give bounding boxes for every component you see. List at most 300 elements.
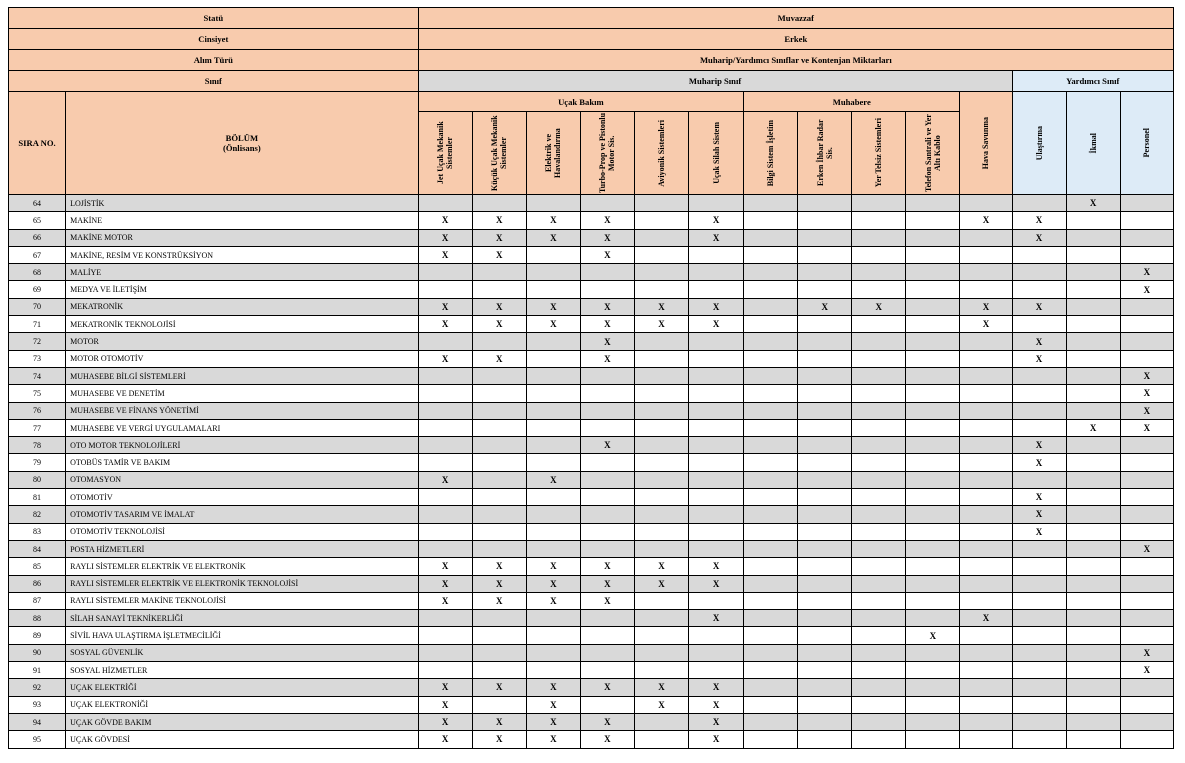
- empty-cell: [798, 731, 852, 748]
- quota-table: [8, 7, 1174, 749]
- table-row: [9, 471, 1174, 488]
- empty-cell: [906, 713, 960, 730]
- empty-cell: [1120, 350, 1173, 367]
- empty-cell: [906, 592, 960, 609]
- empty-cell: [1066, 592, 1120, 609]
- quota-mark: X: [689, 212, 744, 229]
- table-row: [9, 610, 1174, 627]
- statu-value: Muvazzaf: [418, 8, 1173, 29]
- empty-cell: [418, 264, 472, 281]
- empty-cell: [1120, 575, 1173, 592]
- empty-cell: [798, 385, 852, 402]
- empty-cell: [526, 540, 580, 557]
- empty-cell: [472, 385, 526, 402]
- empty-cell: [526, 350, 580, 367]
- empty-cell: [472, 402, 526, 419]
- row-number: 71: [9, 316, 66, 333]
- empty-cell: [906, 696, 960, 713]
- empty-cell: [418, 367, 472, 384]
- empty-cell: [526, 264, 580, 281]
- quota-mark: X: [472, 212, 526, 229]
- department-name: MUHASEBE VE DENETİM: [66, 385, 419, 402]
- empty-cell: [1120, 298, 1173, 315]
- row-number: 79: [9, 454, 66, 471]
- empty-cell: [744, 679, 798, 696]
- empty-cell: [798, 437, 852, 454]
- empty-cell: [744, 385, 798, 402]
- header-row-groups: [9, 92, 1174, 112]
- empty-cell: [798, 679, 852, 696]
- empty-cell: [744, 437, 798, 454]
- empty-cell: [1012, 731, 1066, 748]
- row-number: 77: [9, 419, 66, 436]
- row-number: 92: [9, 679, 66, 696]
- quota-mark: X: [689, 229, 744, 246]
- quota-mark: X: [472, 592, 526, 609]
- empty-cell: [472, 437, 526, 454]
- empty-cell: [526, 385, 580, 402]
- empty-cell: [526, 662, 580, 679]
- header-row-alim: [9, 50, 1174, 71]
- quota-mark: X: [580, 713, 634, 730]
- empty-cell: [418, 523, 472, 540]
- empty-cell: [798, 212, 852, 229]
- department-name: OTOMOTİV TEKNOLOJİSİ: [66, 523, 419, 540]
- row-number: 95: [9, 731, 66, 748]
- department-name: MUHASEBE BİLGİ SİSTEMLERİ: [66, 367, 419, 384]
- empty-cell: [960, 402, 1012, 419]
- empty-cell: [906, 367, 960, 384]
- empty-cell: [960, 333, 1012, 350]
- empty-cell: [1012, 264, 1066, 281]
- empty-cell: [689, 454, 744, 471]
- col-header-11: Ulaştırma: [1012, 92, 1066, 195]
- empty-cell: [418, 195, 472, 212]
- empty-cell: [689, 644, 744, 661]
- empty-cell: [1066, 264, 1120, 281]
- table-row: [9, 662, 1174, 679]
- empty-cell: [580, 264, 634, 281]
- empty-cell: [852, 558, 906, 575]
- empty-cell: [798, 592, 852, 609]
- row-number: 85: [9, 558, 66, 575]
- empty-cell: [634, 713, 688, 730]
- quota-mark: X: [689, 731, 744, 748]
- empty-cell: [906, 246, 960, 263]
- empty-cell: [634, 229, 688, 246]
- empty-cell: [744, 298, 798, 315]
- department-name: MEKATRONİK TEKNOLOJİSİ: [66, 316, 419, 333]
- empty-cell: [744, 419, 798, 436]
- empty-cell: [580, 506, 634, 523]
- empty-cell: [960, 437, 1012, 454]
- quota-mark: X: [526, 558, 580, 575]
- empty-cell: [744, 350, 798, 367]
- empty-cell: [798, 713, 852, 730]
- empty-cell: [1066, 367, 1120, 384]
- quota-mark: X: [472, 316, 526, 333]
- quota-mark: X: [418, 713, 472, 730]
- table-row: [9, 385, 1174, 402]
- empty-cell: [906, 212, 960, 229]
- empty-cell: [472, 489, 526, 506]
- empty-cell: [960, 627, 1012, 644]
- department-name: MEKATRONİK: [66, 298, 419, 315]
- empty-cell: [1120, 471, 1173, 488]
- empty-cell: [744, 506, 798, 523]
- empty-cell: [418, 540, 472, 557]
- quota-mark: X: [418, 246, 472, 263]
- quota-mark: X: [689, 316, 744, 333]
- col-header-0: Jet Uçak Mekanik Sistemler: [418, 112, 472, 195]
- empty-cell: [906, 316, 960, 333]
- department-name: RAYLI SİSTEMLER ELEKTRİK VE ELEKTRONİK: [66, 558, 419, 575]
- empty-cell: [526, 644, 580, 661]
- table-row: [9, 367, 1174, 384]
- empty-cell: [960, 523, 1012, 540]
- empty-cell: [689, 540, 744, 557]
- quota-mark: X: [689, 575, 744, 592]
- empty-cell: [1012, 662, 1066, 679]
- empty-cell: [1120, 229, 1173, 246]
- quota-mark: X: [526, 713, 580, 730]
- empty-cell: [472, 540, 526, 557]
- empty-cell: [418, 402, 472, 419]
- empty-cell: [689, 333, 744, 350]
- empty-cell: [960, 367, 1012, 384]
- empty-cell: [1120, 506, 1173, 523]
- quota-mark: X: [1120, 540, 1173, 557]
- empty-cell: [1120, 489, 1173, 506]
- empty-cell: [580, 195, 634, 212]
- empty-cell: [744, 540, 798, 557]
- ucak-bakim-label: Uçak Bakım: [418, 92, 743, 112]
- col-header-4: Aviyonik Sistemleri: [634, 112, 688, 195]
- empty-cell: [798, 246, 852, 263]
- col-header-12: İkmal: [1066, 92, 1120, 195]
- empty-cell: [1120, 333, 1173, 350]
- col-header-10: Hava Savunma: [960, 92, 1012, 195]
- department-name: MAKİNE: [66, 212, 419, 229]
- empty-cell: [798, 627, 852, 644]
- quota-mark: X: [1120, 662, 1173, 679]
- empty-cell: [744, 523, 798, 540]
- empty-cell: [906, 385, 960, 402]
- department-name: RAYLI SİSTEMLER ELEKTRİK VE ELEKTRONİK TEKNOLOJİSİ: [66, 575, 419, 592]
- empty-cell: [852, 367, 906, 384]
- quota-mark: X: [526, 316, 580, 333]
- empty-cell: [960, 471, 1012, 488]
- quota-mark: X: [580, 558, 634, 575]
- empty-cell: [1120, 246, 1173, 263]
- quota-mark: X: [580, 229, 634, 246]
- empty-cell: [418, 662, 472, 679]
- empty-cell: [580, 523, 634, 540]
- department-name: MAKİNE MOTOR: [66, 229, 419, 246]
- empty-cell: [906, 350, 960, 367]
- quota-mark: X: [1012, 298, 1066, 315]
- empty-cell: [472, 696, 526, 713]
- empty-cell: [418, 437, 472, 454]
- empty-cell: [1066, 731, 1120, 748]
- quota-mark: X: [960, 316, 1012, 333]
- empty-cell: [852, 662, 906, 679]
- quota-mark: X: [1120, 264, 1173, 281]
- col-header-8: Yer Telsiz Sistemleri: [852, 112, 906, 195]
- empty-cell: [798, 662, 852, 679]
- department-name: SİLAH SANAYİ TEKNİKERLİĞİ: [66, 610, 419, 627]
- quota-mark: X: [580, 333, 634, 350]
- empty-cell: [906, 195, 960, 212]
- empty-cell: [1066, 316, 1120, 333]
- quota-mark: X: [852, 298, 906, 315]
- empty-cell: [906, 540, 960, 557]
- empty-cell: [852, 212, 906, 229]
- empty-cell: [526, 454, 580, 471]
- department-name: MALİYE: [66, 264, 419, 281]
- quota-mark: X: [1012, 489, 1066, 506]
- sinif-label: Sınıf: [9, 71, 419, 92]
- quota-mark: X: [1012, 506, 1066, 523]
- row-number: 84: [9, 540, 66, 557]
- empty-cell: [634, 610, 688, 627]
- empty-cell: [798, 264, 852, 281]
- empty-cell: [906, 610, 960, 627]
- quota-mark: X: [418, 696, 472, 713]
- empty-cell: [580, 385, 634, 402]
- empty-cell: [798, 229, 852, 246]
- empty-cell: [744, 316, 798, 333]
- empty-cell: [744, 662, 798, 679]
- empty-cell: [906, 489, 960, 506]
- empty-cell: [744, 229, 798, 246]
- empty-cell: [1120, 696, 1173, 713]
- table-row: [9, 195, 1174, 212]
- empty-cell: [798, 281, 852, 298]
- empty-cell: [744, 627, 798, 644]
- empty-cell: [418, 281, 472, 298]
- empty-cell: [798, 333, 852, 350]
- row-number: 93: [9, 696, 66, 713]
- empty-cell: [1120, 731, 1173, 748]
- empty-cell: [744, 264, 798, 281]
- statu-label: Statü: [9, 8, 419, 29]
- empty-cell: [689, 264, 744, 281]
- empty-cell: [1066, 558, 1120, 575]
- empty-cell: [689, 437, 744, 454]
- empty-cell: [852, 575, 906, 592]
- empty-cell: [580, 540, 634, 557]
- row-number: 91: [9, 662, 66, 679]
- empty-cell: [960, 644, 1012, 661]
- quota-mark: X: [418, 298, 472, 315]
- quota-mark: X: [526, 212, 580, 229]
- empty-cell: [472, 506, 526, 523]
- col-header-13: Personel: [1120, 92, 1173, 195]
- empty-cell: [798, 575, 852, 592]
- quota-mark: X: [580, 679, 634, 696]
- table-row: [9, 212, 1174, 229]
- empty-cell: [634, 350, 688, 367]
- empty-cell: [906, 471, 960, 488]
- empty-cell: [960, 540, 1012, 557]
- row-number: 89: [9, 627, 66, 644]
- empty-cell: [798, 696, 852, 713]
- empty-cell: [634, 367, 688, 384]
- empty-cell: [689, 246, 744, 263]
- empty-cell: [1012, 575, 1066, 592]
- quota-mark: X: [580, 731, 634, 748]
- quota-mark: X: [418, 316, 472, 333]
- empty-cell: [1120, 454, 1173, 471]
- empty-cell: [1066, 281, 1120, 298]
- empty-cell: [634, 402, 688, 419]
- empty-cell: [960, 592, 1012, 609]
- empty-cell: [689, 506, 744, 523]
- empty-cell: [852, 419, 906, 436]
- empty-cell: [1066, 454, 1120, 471]
- empty-cell: [1066, 575, 1120, 592]
- empty-cell: [906, 264, 960, 281]
- empty-cell: [960, 350, 1012, 367]
- empty-cell: [418, 333, 472, 350]
- empty-cell: [852, 385, 906, 402]
- empty-cell: [798, 454, 852, 471]
- quota-mark: X: [1120, 367, 1173, 384]
- table-row: [9, 731, 1174, 748]
- empty-cell: [1066, 350, 1120, 367]
- col-header-3: Turbo-Prop ve Pistonlu Motor Sis.: [580, 112, 634, 195]
- empty-cell: [1066, 246, 1120, 263]
- row-number: 67: [9, 246, 66, 263]
- empty-cell: [526, 367, 580, 384]
- quota-mark: X: [1120, 419, 1173, 436]
- empty-cell: [906, 402, 960, 419]
- empty-cell: [689, 627, 744, 644]
- empty-cell: [418, 506, 472, 523]
- empty-cell: [744, 731, 798, 748]
- empty-cell: [798, 367, 852, 384]
- empty-cell: [852, 264, 906, 281]
- empty-cell: [689, 489, 744, 506]
- quota-mark: X: [418, 350, 472, 367]
- empty-cell: [744, 696, 798, 713]
- quota-mark: X: [580, 350, 634, 367]
- empty-cell: [418, 610, 472, 627]
- col-header-5: Uçak Silah Sistem: [689, 112, 744, 195]
- department-name: OTOMOTİV TASARIM VE İMALAT: [66, 506, 419, 523]
- empty-cell: [960, 195, 1012, 212]
- empty-cell: [906, 454, 960, 471]
- empty-cell: [526, 437, 580, 454]
- empty-cell: [798, 523, 852, 540]
- quota-mark: X: [689, 298, 744, 315]
- empty-cell: [744, 558, 798, 575]
- empty-cell: [744, 281, 798, 298]
- empty-cell: [472, 264, 526, 281]
- empty-cell: [1066, 298, 1120, 315]
- empty-cell: [1066, 471, 1120, 488]
- col-header-2: Elektrik ve Havalandırma: [526, 112, 580, 195]
- row-number: 83: [9, 523, 66, 540]
- table-row: [9, 540, 1174, 557]
- table-row: [9, 333, 1174, 350]
- empty-cell: [526, 506, 580, 523]
- empty-cell: [906, 437, 960, 454]
- empty-cell: [906, 679, 960, 696]
- empty-cell: [526, 333, 580, 350]
- quota-mark: X: [689, 610, 744, 627]
- quota-mark: X: [634, 696, 688, 713]
- empty-cell: [852, 540, 906, 557]
- empty-cell: [1120, 437, 1173, 454]
- quota-mark: X: [580, 316, 634, 333]
- empty-cell: [526, 195, 580, 212]
- empty-cell: [852, 696, 906, 713]
- department-name: OTO MOTOR TEKNOLOJİLERİ: [66, 437, 419, 454]
- empty-cell: [1012, 713, 1066, 730]
- empty-cell: [1012, 367, 1066, 384]
- empty-cell: [634, 419, 688, 436]
- empty-cell: [906, 662, 960, 679]
- table-row: [9, 575, 1174, 592]
- empty-cell: [798, 195, 852, 212]
- quota-mark: X: [418, 212, 472, 229]
- table-row: [9, 627, 1174, 644]
- department-name: UÇAK GÖVDESİ: [66, 731, 419, 748]
- table-row: [9, 592, 1174, 609]
- quota-mark: X: [1120, 385, 1173, 402]
- quota-mark: X: [1012, 437, 1066, 454]
- empty-cell: [418, 644, 472, 661]
- row-number: 90: [9, 644, 66, 661]
- empty-cell: [1120, 610, 1173, 627]
- table-row: [9, 454, 1174, 471]
- row-number: 76: [9, 402, 66, 419]
- empty-cell: [852, 333, 906, 350]
- quota-mark: X: [472, 713, 526, 730]
- empty-cell: [472, 281, 526, 298]
- empty-cell: [418, 627, 472, 644]
- alim-value: Muharip/Yardımcı Sınıflar ve Kontenjan Miktarları: [418, 50, 1173, 71]
- empty-cell: [689, 523, 744, 540]
- empty-cell: [852, 679, 906, 696]
- empty-cell: [472, 471, 526, 488]
- bolum-label: BÖLÜM (Önlisans): [66, 92, 419, 195]
- empty-cell: [852, 454, 906, 471]
- empty-cell: [852, 713, 906, 730]
- quota-mark: X: [418, 558, 472, 575]
- empty-cell: [960, 558, 1012, 575]
- quota-mark: X: [418, 575, 472, 592]
- empty-cell: [1066, 627, 1120, 644]
- department-name: POSTA HİZMETLERİ: [66, 540, 419, 557]
- quota-mark: X: [418, 592, 472, 609]
- empty-cell: [1012, 419, 1066, 436]
- department-name: SOSYAL GÜVENLİK: [66, 644, 419, 661]
- empty-cell: [852, 627, 906, 644]
- empty-cell: [689, 592, 744, 609]
- empty-cell: [1066, 610, 1120, 627]
- empty-cell: [744, 333, 798, 350]
- empty-cell: [526, 489, 580, 506]
- empty-cell: [634, 540, 688, 557]
- empty-cell: [472, 419, 526, 436]
- quota-mark: X: [526, 679, 580, 696]
- empty-cell: [1012, 627, 1066, 644]
- empty-cell: [798, 350, 852, 367]
- quota-mark: X: [472, 679, 526, 696]
